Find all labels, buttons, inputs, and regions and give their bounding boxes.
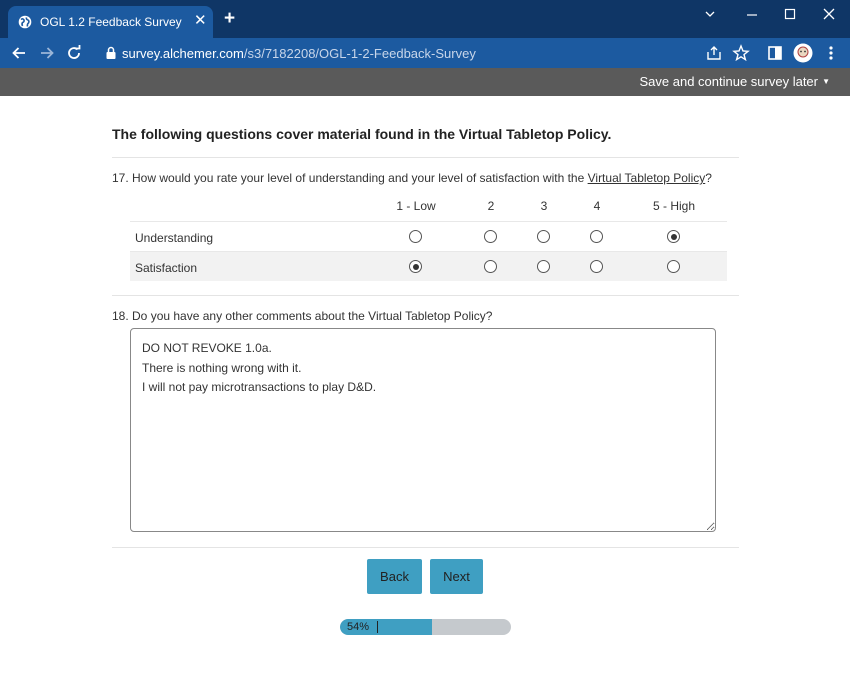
radio-understanding-2[interactable] xyxy=(484,230,497,243)
forward-icon[interactable] xyxy=(38,44,56,62)
caret-down-icon[interactable]: ▼ xyxy=(822,77,830,86)
window-close-icon[interactable] xyxy=(819,6,839,22)
kebab-menu-icon[interactable] xyxy=(822,44,840,62)
radio-satisfaction-3[interactable] xyxy=(537,260,550,273)
comments-textarea[interactable] xyxy=(130,328,716,532)
reload-icon[interactable] xyxy=(65,44,83,62)
maximize-icon[interactable] xyxy=(780,6,800,22)
address-bar[interactable] xyxy=(95,41,765,65)
chevron-down-icon[interactable] xyxy=(700,8,720,22)
new-tab-button[interactable]: + xyxy=(224,8,236,29)
browser-toolbar xyxy=(0,38,850,68)
matrix-row-understanding xyxy=(130,221,727,251)
question-18: 18. Do you have any other comments about the Virtual Tabletop Policy? xyxy=(112,309,493,323)
question-17-text: 17. How would you rate your level of understanding and your level of satisfaction with the xyxy=(112,171,588,185)
column-header: 5 - High xyxy=(652,199,696,213)
minimize-icon[interactable] xyxy=(742,8,762,22)
column-header: 4 xyxy=(593,199,601,213)
url-path: /s3/7182208/OGL-1-2-Feedback-Survey xyxy=(243,46,476,61)
profile-avatar[interactable] xyxy=(793,43,813,63)
url-text xyxy=(122,46,476,61)
matrix-row-satisfaction xyxy=(130,251,727,281)
progress-label: 54% xyxy=(347,621,370,633)
tab-title: OGL 1.2 Feedback Survey xyxy=(40,15,182,29)
question-17 xyxy=(112,171,712,185)
browser-tab-bar xyxy=(0,0,850,38)
share-icon[interactable] xyxy=(705,44,723,62)
browser-tab[interactable] xyxy=(8,6,213,38)
star-icon[interactable] xyxy=(732,44,750,62)
row-label: Satisfaction xyxy=(135,261,198,275)
back-button[interactable]: Back xyxy=(367,559,422,594)
question-17-suffix: ? xyxy=(705,171,712,185)
section-title: The following questions cover material found in the Virtual Tabletop Policy. xyxy=(112,126,612,142)
lock-icon[interactable] xyxy=(105,46,117,60)
next-button[interactable]: Next xyxy=(430,559,483,594)
column-header: 3 xyxy=(540,199,548,213)
radio-satisfaction-1[interactable] xyxy=(409,260,422,273)
radio-understanding-5[interactable] xyxy=(667,230,680,243)
radio-satisfaction-4[interactable] xyxy=(590,260,603,273)
back-icon[interactable] xyxy=(10,44,28,62)
column-header: 1 - Low xyxy=(396,199,436,213)
globe-icon xyxy=(18,15,32,29)
virtual-tabletop-policy-link[interactable]: Virtual Tabletop Policy xyxy=(587,171,706,185)
progress-marker xyxy=(377,621,378,633)
row-label: Understanding xyxy=(135,231,214,245)
divider xyxy=(112,547,739,548)
save-continue-later-link[interactable]: Save and continue survey later xyxy=(639,74,818,89)
radio-understanding-1[interactable] xyxy=(409,230,422,243)
progress-bar xyxy=(340,619,511,635)
radio-satisfaction-2[interactable] xyxy=(484,260,497,273)
sidepanel-icon[interactable] xyxy=(766,44,784,62)
radio-understanding-4[interactable] xyxy=(590,230,603,243)
column-header: 2 xyxy=(487,199,495,213)
divider xyxy=(112,157,739,158)
tab-close-icon[interactable]: ✕ xyxy=(194,12,207,29)
url-host: survey.alchemer.com xyxy=(122,46,244,61)
survey-header-bar xyxy=(0,68,850,96)
radio-understanding-3[interactable] xyxy=(537,230,550,243)
divider xyxy=(112,295,739,296)
radio-satisfaction-5[interactable] xyxy=(667,260,680,273)
